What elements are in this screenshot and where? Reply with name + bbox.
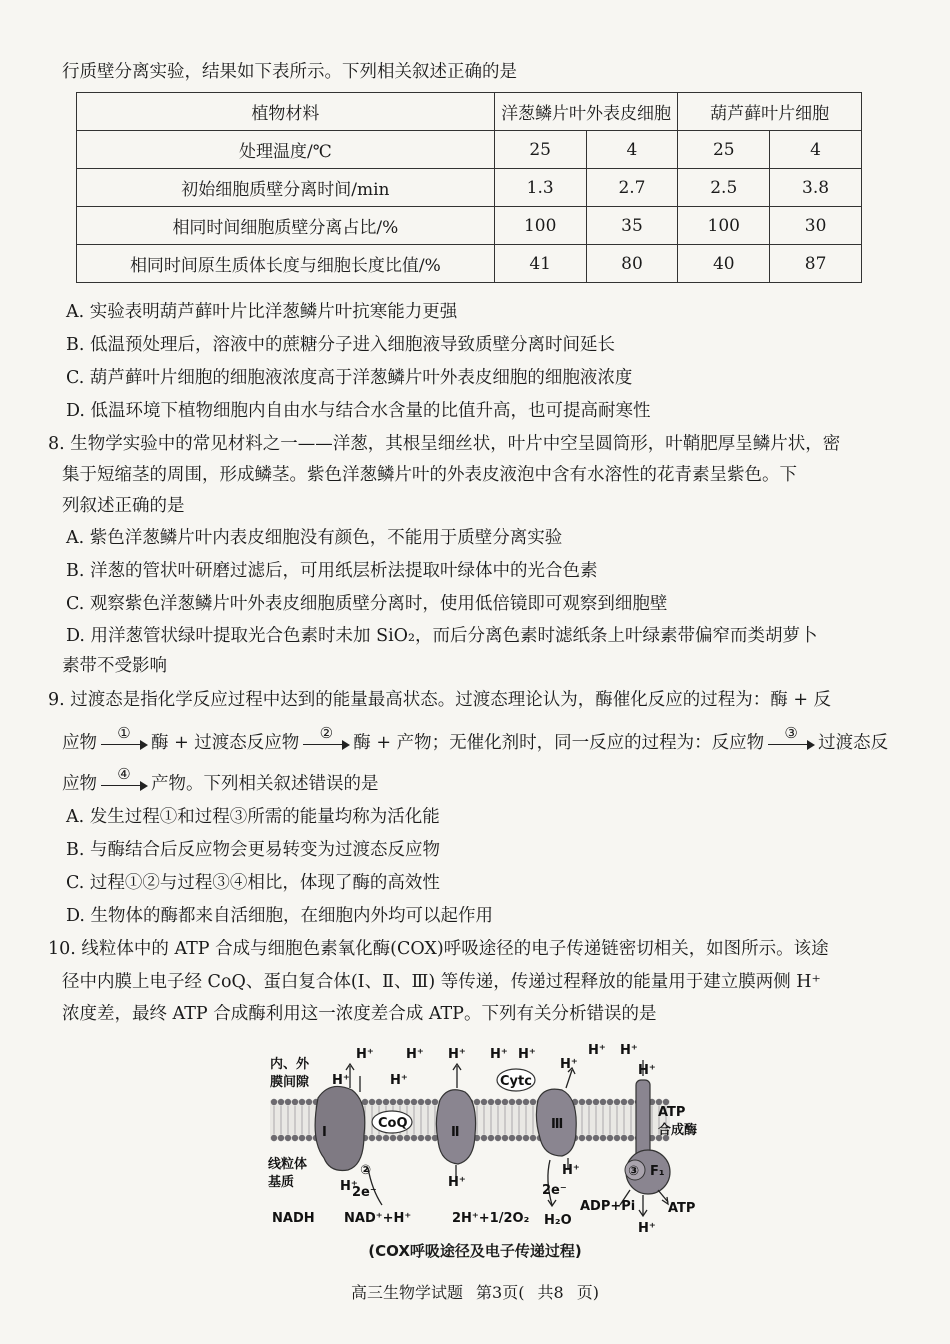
coq-carrier	[372, 1111, 412, 1133]
complex-3	[536, 1089, 576, 1156]
cytc-carrier	[497, 1069, 535, 1091]
step-label: ②	[319, 724, 334, 742]
water-label: H₂O	[544, 1213, 572, 1228]
proton-label: H⁺	[620, 1043, 638, 1058]
q7-option-c: C. 葫芦藓叶片细胞的细胞液浓度高于洋葱鳞片叶外表皮细胞的细胞液浓度	[66, 368, 633, 388]
atp-label: ATP	[668, 1201, 696, 1216]
complex-2-label: Ⅱ	[451, 1125, 460, 1140]
table-cell: 4	[586, 131, 678, 169]
table-cell: 2.5	[678, 169, 770, 207]
step-2-label: ②	[360, 1163, 372, 1178]
coq-label: CoQ	[378, 1116, 408, 1131]
table-cell: 25	[494, 131, 586, 169]
reaction-arrow-3	[766, 724, 816, 755]
header-onion: 洋葱鳞片叶外表皮细胞	[494, 93, 678, 131]
header-plant-material: 植物材料	[77, 93, 495, 131]
table-cell: 35	[586, 207, 678, 245]
proton-label: H⁺	[448, 1175, 466, 1190]
proton-label: H⁺	[518, 1047, 536, 1062]
step-label: ③	[784, 724, 798, 742]
oxygen-reaction-label: 2H⁺+1/2O₂	[452, 1211, 530, 1226]
q10-stem-line: 浓度差，最终 ATP 合成酶利用这一浓度差合成 ATP。下列有关分析错误的是	[62, 1004, 657, 1024]
complex-2	[436, 1090, 475, 1164]
proton-label: H⁺	[340, 1179, 358, 1194]
q10-stem-line: 径中内膜上电子经 CoQ、蛋白复合体(Ⅰ、Ⅱ、Ⅲ) 等传递，传递过程释放的能量用于建立膜两侧 H⁺	[62, 972, 821, 992]
q8-option-d-cont: 素带不受影响	[62, 656, 167, 676]
proton-label: H⁺	[638, 1063, 656, 1078]
proton-label: H⁺	[356, 1047, 374, 1062]
q8-option-d: D. 用洋葱管状绿叶提取光合色素时未加 SiO₂，而后分离色素时滤纸条上叶绿素带偏窄而类胡萝卜	[66, 626, 818, 646]
figure-caption: (COX呼吸途径及电子传递过程)	[368, 1242, 582, 1260]
row-label: 相同时间原生质体长度与细胞长度比值/%	[77, 245, 495, 283]
electrons-label: 2e⁻	[352, 1185, 377, 1200]
cytc-label: Cytc	[500, 1074, 532, 1089]
table-cell: 25	[678, 131, 770, 169]
nadh-label: NADH	[272, 1211, 315, 1226]
table-cell: 1.3	[494, 169, 586, 207]
q8-stem-line: 8. 生物学实验中的常见材料之一——洋葱，其根呈细丝状，叶片中空呈圆筒形，叶鞘肥厚呈鳞片状，密	[48, 434, 841, 454]
cox-pathway-diagram	[260, 1040, 720, 1270]
complex-1-label: Ⅰ	[322, 1125, 327, 1140]
table-cell: 4	[770, 131, 862, 169]
q8-stem-line: 列叙述正确的是	[62, 496, 185, 516]
table-row	[77, 245, 862, 283]
complex-3-label: Ⅲ	[551, 1117, 564, 1132]
table-cell: 40	[678, 245, 770, 283]
proton-label: H⁺	[560, 1057, 578, 1072]
q8-option-a: A. 紫色洋葱鳞片叶内表皮细胞没有颜色，不能用于质壁分离实验	[66, 528, 563, 548]
row-label: 初始细胞质壁分离时间/min	[77, 169, 495, 207]
table-row	[77, 131, 862, 169]
electrons-label: 2e⁻	[542, 1183, 567, 1198]
f1-label: F₁	[650, 1164, 665, 1179]
q9-option-b: B. 与酶结合后反应物会更易转变为过渡态反应物	[66, 840, 440, 860]
q9-stem-line2	[62, 724, 889, 755]
proton-label: H⁺	[390, 1073, 408, 1088]
q9-text: 应物	[62, 774, 97, 794]
q9-text: 酶 + 过渡态反应物	[151, 733, 300, 753]
atp-synthase-label-2: 合成酶	[658, 1123, 698, 1138]
table-row	[77, 207, 862, 245]
space-label-line1: 内、外	[270, 1057, 310, 1072]
question7-intro: 行质壁分离实验，结果如下表所示。下列相关叙述正确的是	[62, 62, 517, 82]
proton-label: H⁺	[638, 1221, 656, 1236]
q7-option-b: B. 低温预处理后，溶液中的蔗糖分子进入细胞液导致质壁分离时间延长	[66, 335, 615, 355]
proton-label: H⁺	[490, 1047, 508, 1062]
nad-label: NAD⁺+H⁺	[344, 1211, 412, 1226]
q8-option-b: B. 洋葱的管状叶研磨过滤后，可用纸层析法提取叶绿体中的光合色素	[66, 561, 598, 581]
proton-label: H⁺	[406, 1047, 424, 1062]
reaction-arrow-1	[99, 724, 149, 755]
adp-label: ADP+Pi	[580, 1199, 636, 1214]
q7-option-a: A. 实验表明葫芦藓叶片比洋葱鳞片叶抗寒能力更强	[66, 302, 458, 322]
q8-stem-line: 集于短缩茎的周围，形成鳞茎。紫色洋葱鳞片叶的外表皮液泡中含有水溶性的花青素呈紫色。下	[62, 465, 797, 485]
proton-label: H⁺	[562, 1163, 580, 1178]
table-row	[77, 169, 862, 207]
header-moss: 葫芦藓叶片细胞	[678, 93, 862, 131]
proton-label: H⁺	[332, 1073, 350, 1088]
matrix-label-line2: 基质	[268, 1175, 295, 1190]
q9-stem-line3	[62, 765, 882, 796]
q9-text: 酶 + 产物；无催化剂时，同一反应的过程为：反应物	[353, 733, 765, 753]
space-label-line2: 膜间隙	[270, 1075, 310, 1090]
table-cell: 30	[770, 207, 862, 245]
complex-1	[315, 1086, 365, 1170]
q9-text: 产物。下列相关叙述错误的是	[151, 774, 379, 794]
table-cell: 100	[678, 207, 770, 245]
table-cell: 87	[770, 245, 862, 283]
table-cell: 41	[494, 245, 586, 283]
proton-label: H⁺	[448, 1047, 466, 1062]
atp-synthase-label-1: ATP	[658, 1105, 686, 1120]
reaction-arrow-4	[99, 765, 149, 796]
step-label: ④	[117, 765, 131, 783]
q10-stem-line: 10. 线粒体中的 ATP 合成与细胞色素氧化酶(COX)呼吸途径的电子传递链密切相关，如图所示。该途	[48, 939, 829, 959]
table-cell: 3.8	[770, 169, 862, 207]
q9-stem-line1: 9. 过渡态是指化学反应过程中达到的能量最高状态。过渡态理论认为，酶催化反应的过程为：酶 + 反	[48, 690, 832, 710]
table-cell: 100	[494, 207, 586, 245]
experiment-table	[76, 92, 862, 283]
matrix-label-line1: 线粒体	[268, 1157, 308, 1172]
row-label: 相同时间细胞质壁分离占比/%	[77, 207, 495, 245]
step-label: ①	[117, 724, 131, 742]
q9-text: 过渡态反	[818, 733, 889, 753]
q7-option-d: D. 低温环境下植物细胞内自由水与结合水含量的比值升高，也可提高耐寒性	[66, 401, 651, 421]
reaction-arrow-2	[301, 724, 351, 755]
proton-label: H⁺	[588, 1043, 606, 1058]
table-header-row	[77, 93, 862, 131]
q9-option-a: A. 发生过程①和过程③所需的能量均称为活化能	[66, 807, 440, 827]
fo-label: ③	[628, 1164, 640, 1179]
q9-text: 应物	[62, 733, 97, 753]
q9-option-c: C. 过程①②与过程③④相比，体现了酶的高效性	[66, 873, 440, 893]
q9-option-d: D. 生物体的酶都来自活细胞，在细胞内外均可以起作用	[66, 906, 494, 926]
page-footer: 高三生物学试题 第3页( 共8 页)	[350, 1283, 600, 1302]
row-label: 处理温度/℃	[77, 131, 495, 169]
table-cell: 80	[586, 245, 678, 283]
q8-option-c: C. 观察紫色洋葱鳞片叶外表皮细胞质壁分离时，使用低倍镜即可观察到细胞壁	[66, 594, 668, 614]
table-cell: 2.7	[586, 169, 678, 207]
